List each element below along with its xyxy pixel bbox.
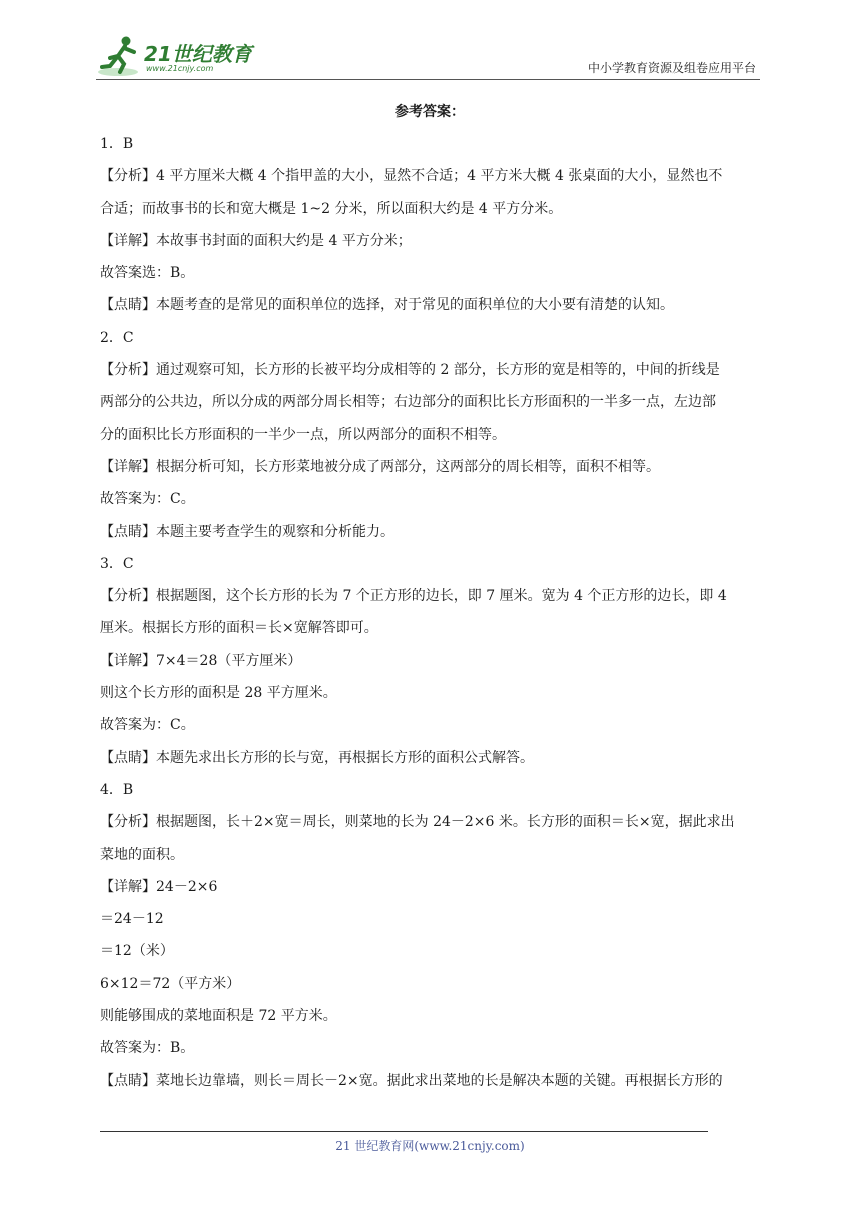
text-line: 【点睛】菜地长边靠墙，则长＝周长－2×宽。据此求出菜地的长是解决本题的关键。再根据长方形的: [100, 1072, 723, 1089]
text-line: 故答案为：B。: [100, 1040, 195, 1057]
text-line: 2．C: [100, 329, 134, 346]
footer-divider: [100, 1131, 708, 1132]
text-line: 【点睛】本题考查的是常见的面积单位的选择，对于常见的面积单位的大小要有清楚的认知。: [100, 297, 674, 314]
site-logo[interactable]: [96, 34, 266, 78]
platform-name: 中小学教育资源及组卷应用平台: [587, 61, 756, 75]
text-line: ＝24－12: [100, 911, 164, 928]
text-line: 故答案选：B。: [100, 265, 195, 282]
text-line: 【分析】根据题图，长＋2×宽＝周长，则菜地的长为 24－2×6 米。长方形的面积＝长×宽，据此求出: [100, 814, 735, 831]
logo-url: www.21cnjy.com: [146, 64, 214, 73]
text-line: 合适；而故事书的长和宽大概是 1~2 分米，所以面积大约是 4 平方分米。: [100, 200, 563, 217]
text-line: 【分析】4 平方厘米大概 4 个指甲盖的大小，显然不合适；4 平方米大概 4 张桌面的大小，显然也不: [100, 168, 723, 185]
text-line: 【点睛】本题主要考查学生的观察和分析能力。: [100, 523, 394, 540]
text-line: 【点睛】本题先求出长方形的长与宽，再根据长方形的面积公式解答。: [100, 749, 534, 766]
text-line: 厘米。根据长方形的面积＝长×宽解答即可。: [100, 620, 378, 637]
text-line: 故答案为：C。: [100, 491, 195, 508]
text-line: 【详解】根据分析可知，长方形菜地被分成了两部分，这两部分的周长相等，面积不相等。: [100, 458, 660, 475]
text-line: 【分析】通过观察可知，长方形的长被平均分成相等的 2 部分，长方形的宽是相等的，中间的折线是: [100, 362, 720, 379]
text-line: 1．B: [100, 136, 134, 152]
text-line: 分的面积比长方形面积的一半少一点，所以两部分的面积不相等。: [100, 426, 506, 443]
text-line: 则这个长方形的面积是 28 平方厘米。: [100, 685, 337, 702]
text-line: 两部分的公共边，所以分成的两部分周长相等；右边部分的面积比长方形面积的一半多一点，左边部: [100, 394, 716, 411]
answer-content: [100, 128, 764, 1097]
text-line: 6×12＝72（平方米）: [100, 975, 241, 992]
page-footer[interactable]: 21 世纪教育网(www.21cnjy.com): [335, 1139, 525, 1153]
header-divider: [96, 79, 760, 80]
text-line: 【详解】24－2×6: [100, 878, 218, 895]
text-line: 故答案为：C。: [100, 717, 195, 734]
logo-text: 21世纪教育: [144, 42, 252, 66]
page-title: 参考答案：: [395, 104, 465, 120]
runner-logo-icon: [96, 34, 144, 78]
text-line: 【详解】7×4＝28（平方厘米）: [100, 652, 302, 669]
page-header: [96, 28, 760, 80]
text-line: 菜地的面积。: [100, 846, 184, 863]
text-line: 则能够围成的菜地面积是 72 平方米。: [100, 1008, 337, 1025]
text-line: 3．C: [100, 555, 134, 572]
text-line: ＝12（米）: [100, 943, 174, 960]
text-line: 【详解】本故事书封面的面积大约是 4 平方分米；: [100, 232, 412, 249]
text-line: 【分析】根据题图，这个长方形的长为 7 个正方形的边长，即 7 厘米。宽为 4 个正方形的边长，即 4: [100, 588, 727, 605]
text-line: 4．B: [100, 781, 134, 798]
